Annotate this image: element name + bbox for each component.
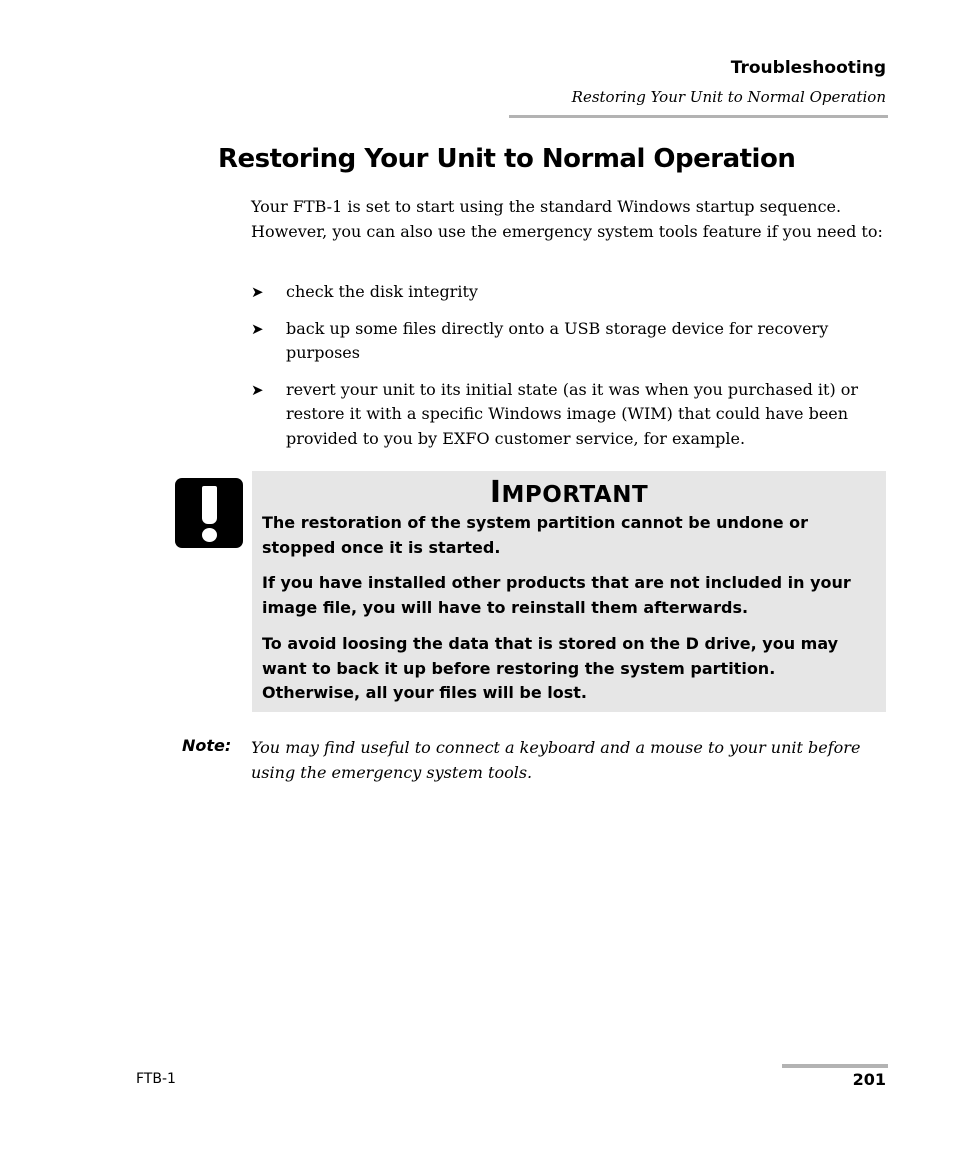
important-title bbox=[252, 475, 886, 510]
page-title: Restoring Your Unit to Normal Operation bbox=[218, 144, 796, 174]
running-header-chapter: Troubleshooting bbox=[730, 58, 886, 78]
note-text: You may find useful to connect a keyboard and a mouse to your unit before using the emergency system tools. bbox=[251, 738, 861, 782]
list-item bbox=[251, 317, 891, 366]
exclamation-dot bbox=[202, 528, 217, 542]
footer-product: FTB-1 bbox=[136, 1071, 176, 1087]
important-title-initial: I bbox=[489, 475, 502, 510]
page-number: 201 bbox=[852, 1070, 886, 1089]
list-item bbox=[251, 280, 891, 305]
header-rule bbox=[509, 115, 888, 118]
footer-rule bbox=[782, 1064, 888, 1068]
important-paragraph: The restoration of the system partition cannot be undone or stopped once it is started. bbox=[262, 513, 809, 557]
bullet-list bbox=[251, 280, 891, 463]
bullet-arrow-icon: ➤ bbox=[251, 283, 264, 301]
note-label: Note: bbox=[182, 736, 232, 755]
list-item-text: back up some files directly onto a USB storage device for recovery purposes bbox=[286, 318, 829, 362]
list-item-text: revert your unit to its initial state (as it was when you purchased it) or restore it with a specific Windows image (WIM) that could have been provided to you by EXFO customer service, for example. bbox=[286, 379, 859, 448]
important-paragraph: If you have installed other products that are not included in your image file, you will have to reinstall them afterwards. bbox=[262, 573, 851, 617]
bullet-arrow-icon: ➤ bbox=[251, 380, 264, 399]
running-header-section: Restoring Your Unit to Normal Operation bbox=[571, 88, 886, 106]
intro-paragraph: Your FTB-1 is set to start using the standard Windows startup sequence. However, you can also use the emergency system tools feature if you need to: bbox=[251, 197, 883, 241]
important-callout bbox=[252, 471, 886, 712]
exclamation-bar bbox=[202, 486, 217, 524]
list-item bbox=[251, 378, 891, 452]
bullet-arrow-icon: ➤ bbox=[251, 319, 264, 338]
exclamation-icon bbox=[175, 478, 243, 548]
list-item-text: check the disk integrity bbox=[286, 282, 478, 301]
important-title-rest: MPORTANT bbox=[501, 482, 649, 508]
important-paragraph: To avoid loosing the data that is stored on the D drive, you may want to back it up before restoring the system partition. Otherwise, all your files will be lost. bbox=[262, 634, 839, 702]
